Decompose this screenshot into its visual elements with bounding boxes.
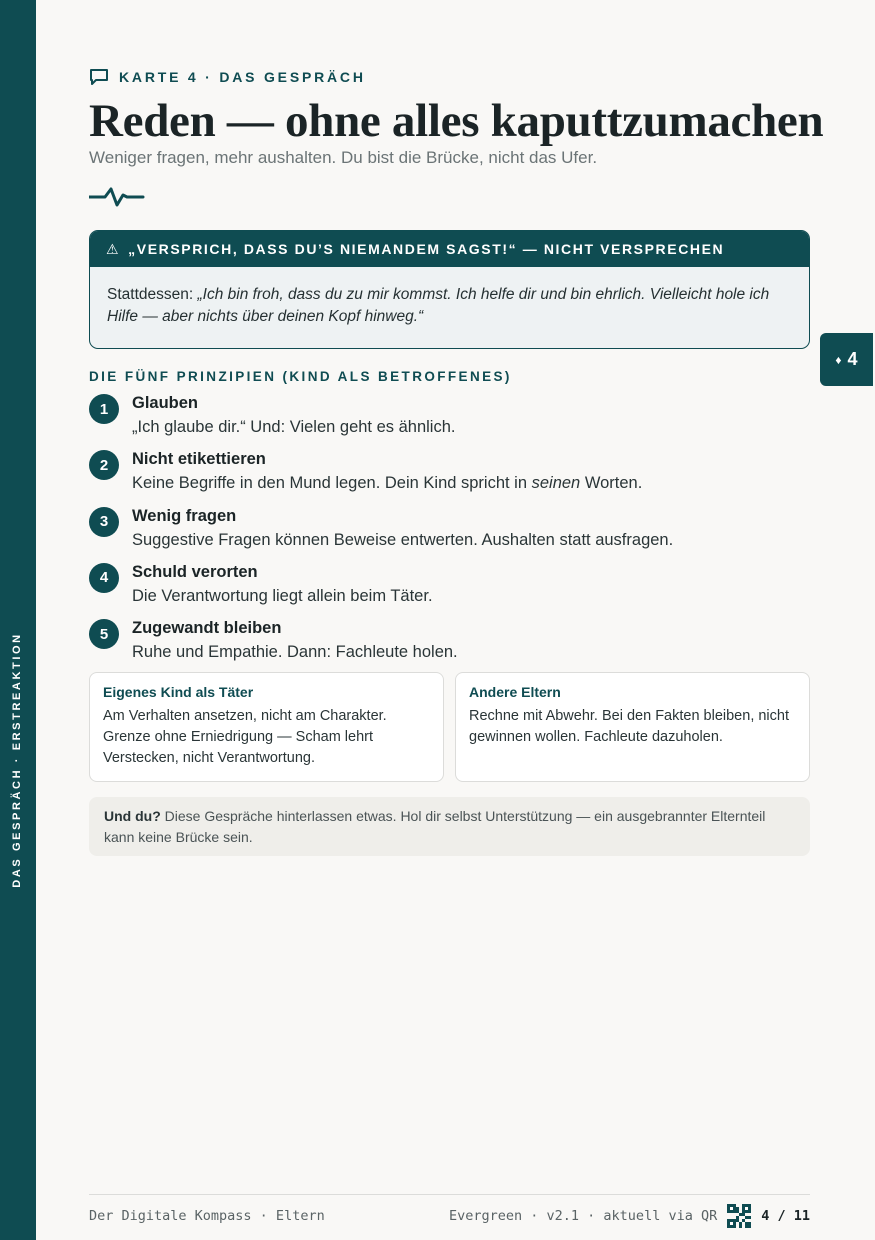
warning-header (90, 231, 809, 267)
principle-title: Glauben (132, 394, 199, 412)
principle-emphasis: seinen (531, 474, 581, 493)
principle-description: Die Verantwortung liegt allein beim Täter. (132, 586, 433, 605)
diamond-icon: ♦ (835, 352, 842, 367)
principle-title: Schuld verorten (132, 562, 258, 581)
principle-description-text: Worten. (580, 474, 643, 493)
principle-title: Nicht etikettieren (132, 450, 266, 469)
page-subtitle: Weniger fragen, mehr aushalten. Du bist die Brücke, nicht das Ufer. (89, 148, 598, 167)
footer-version: Evergreen · v2.1 · aktuell via QR (449, 1208, 718, 1224)
page-number: 4 / 11 (761, 1208, 810, 1224)
kicker-label: KARTE 4 · DAS GESPRÄCH (119, 69, 366, 85)
principles-list (89, 393, 810, 674)
principle-number-badge: 3 (89, 507, 119, 537)
warning-heading: „VERSPRICH, DASS DU’S NIEMANDEM SAGST!“ — NICHT VERSPRECHEN (128, 241, 725, 257)
info-card-own-child (89, 672, 444, 782)
principle-item (89, 506, 810, 562)
speech-bubble-icon (89, 68, 109, 86)
footer-brand: Der Digitale Kompass · Eltern (89, 1208, 325, 1224)
principles-heading: DIE FÜNF PRINZIPIEN (KIND ALS BETROFFENES) (89, 369, 512, 384)
card-number-tab[interactable] (820, 333, 873, 386)
principle-description: „Ich glaube dir.“ Und: Vielen geht es ähnlich. (132, 418, 456, 436)
info-card-text: Rechne mit Abwehr. Bei den Fakten bleiben, nicht gewinnen wollen. Fachleute dazuholen. (469, 708, 789, 745)
principle-title: Zugewandt bleiben (132, 619, 282, 638)
card-number: 4 (847, 349, 858, 369)
principle-item (89, 562, 810, 618)
heartbeat-pulse-icon (89, 185, 145, 209)
info-card-title: Andere Eltern (469, 684, 561, 700)
warning-quote: „Ich bin froh, dass du zu mir kommst. Ich helfe dir und bin ehrlich. Vielleicht hole ich Hilfe — aber nichts über deinen Kopf hinweg.“ (107, 286, 770, 325)
qr-code-icon[interactable] (727, 1204, 751, 1228)
principle-number-badge: 2 (89, 450, 119, 480)
principle-item (89, 618, 810, 674)
principle-description: Ruhe und Empathie. Dann: Fachleute holen. (132, 643, 458, 662)
principle-item (89, 393, 810, 449)
principle-number-badge: 5 (89, 619, 119, 649)
note-lead: Und du? (104, 808, 161, 824)
principle-item (89, 449, 810, 505)
note-text: Diese Gespräche hinterlassen etwas. Hol dir selbst Unterstützung — ein ausgebrannter Elternteil kann keine Brücke sein. (104, 808, 766, 845)
sidebar (0, 0, 36, 1240)
warning-body (90, 267, 809, 328)
sidebar-section-label: DAS GESPRÄCH · ERSTREAKTION (11, 632, 23, 888)
principle-number-badge: 4 (89, 563, 119, 593)
footer-meta (449, 1204, 810, 1228)
warning-body-prefix: Stattdessen: (107, 286, 198, 303)
principle-description (132, 474, 642, 493)
page-title: Reden — ohne alles kaputtzumachen (89, 95, 824, 147)
principle-description: Suggestive Fragen können Beweise entwerten. Aushalten statt ausfragen. (132, 530, 674, 549)
info-card-title: Eigenes Kind als Täter (103, 684, 254, 700)
principle-number-badge: 1 (89, 394, 119, 424)
info-card-text: Am Verhalten ansetzen, nicht am Charakter. Grenze ohne Erniedrigung — Scham lehrt Verstecken, nicht Verantwortung. (103, 708, 387, 766)
warning-icon: ⚠ (106, 240, 121, 257)
footer-divider (89, 1194, 810, 1195)
info-cards (89, 672, 810, 782)
warning-box (89, 230, 810, 349)
self-care-note (89, 797, 810, 856)
principle-description-text: Keine Begriffe in den Mund legen. Dein Kind spricht in (132, 474, 532, 493)
principle-title: Wenig fragen (132, 506, 237, 525)
card-kicker (89, 68, 366, 86)
info-card-other-parents (455, 672, 810, 782)
